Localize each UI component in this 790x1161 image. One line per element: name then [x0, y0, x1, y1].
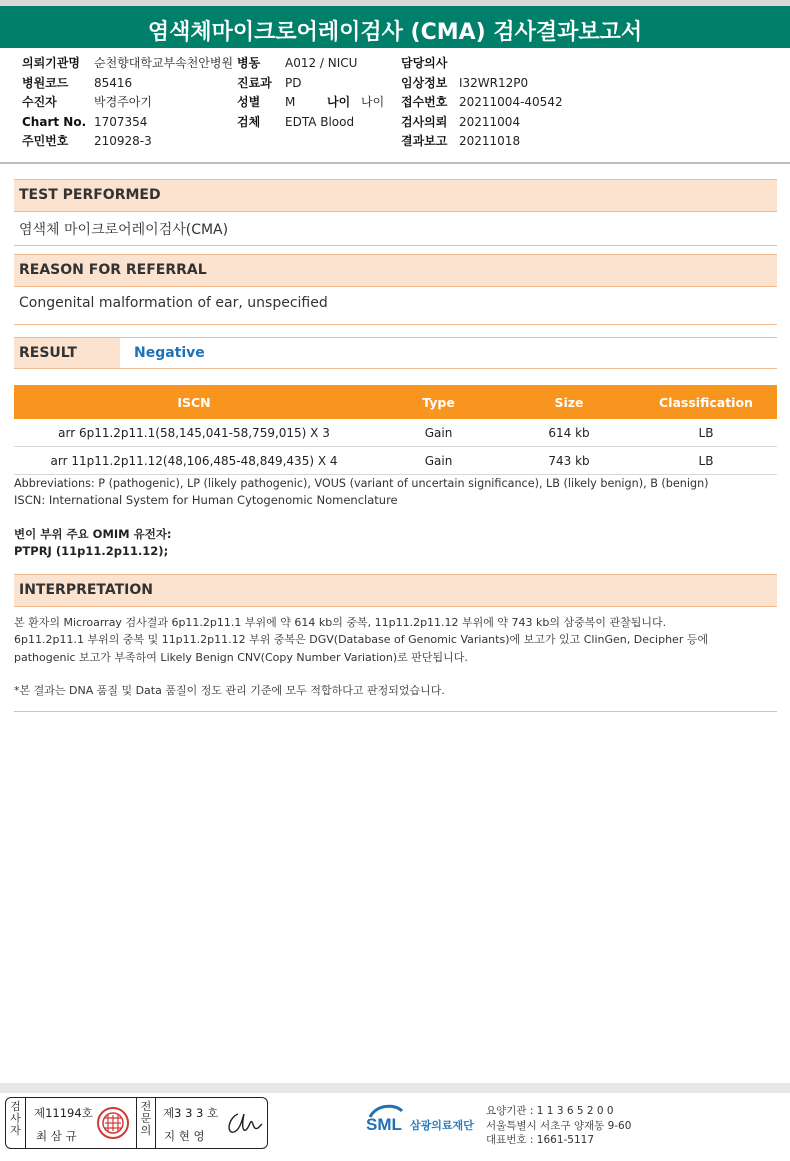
info-value: 210928-3	[94, 134, 152, 148]
info-value: PD	[285, 75, 302, 90]
interpretation-line-3: pathogenic 보고가 부족하여 Likely Benign CNV(Copy Number Variation)로 판단됩니다.	[14, 651, 468, 664]
col-header-iscn: ISCN	[14, 385, 374, 419]
col-header-classification: Classification	[635, 385, 777, 419]
info-label: 담당의사	[401, 56, 448, 70]
info-label: 병원코드	[22, 75, 69, 90]
omim-genes: PTPRJ (11p11.2p11.12);	[14, 544, 169, 558]
info-label: 주민번호	[22, 134, 69, 148]
abbreviations-note: Abbreviations: P (pathogenic), LP (likely pathogenic), VOUS (variant of uncertain significance), LB (likely benign), B (benign)	[14, 477, 709, 490]
specialist-label: 전문의	[136, 1098, 156, 1148]
cell-size: 614 kb	[503, 419, 635, 447]
signature-box	[5, 1097, 268, 1149]
referral-value: Congenital malformation of ear, unspecified	[19, 295, 328, 311]
info-label: 수진자	[22, 95, 57, 109]
info-value: 85416	[94, 75, 133, 90]
info-label: 병동	[237, 56, 261, 70]
result-value: Negative	[134, 345, 205, 361]
info-value: 1707354	[94, 114, 148, 129]
interpretation-header: INTERPRETATION	[14, 574, 777, 607]
interpretation-note: *본 결과는 DNA 품질 및 Data 품질이 정도 관리 기준에 모두 적합하다고 판정되었습니다.	[14, 684, 445, 697]
examiner-label: 검사자	[6, 1098, 26, 1148]
cell-type: Gain	[374, 447, 503, 475]
divider	[14, 711, 777, 712]
info-label: 결과보고	[401, 134, 448, 148]
info-label: 검사의뢰	[401, 114, 448, 129]
info-label: 검체	[237, 114, 261, 129]
info-col-1	[22, 54, 233, 152]
results-table	[14, 385, 777, 475]
logo-text: SML	[366, 1115, 402, 1134]
info-col-3	[401, 54, 563, 152]
info-value: EDTA Blood	[285, 114, 355, 129]
table-row	[14, 447, 777, 475]
interpretation-line-2: 6p11.2p11.1 부위의 중복 및 11p11.2p11.12 부위 중복은 DGV(Database of Genomic Variants)에 보고가 있고 ClinGen, Decipher 등에	[14, 633, 709, 646]
info-label: 성별	[237, 95, 261, 109]
header-divider	[0, 162, 790, 164]
cell-size: 743 kb	[503, 447, 635, 475]
test-performed-header: TEST PERFORMED	[14, 179, 777, 212]
info-value: 박경주아기	[94, 95, 152, 109]
report-title: 염색체마이크로어레이검사 (CMA) 검사결과보고서	[0, 0, 790, 48]
table-header-row	[14, 385, 777, 419]
age-label: 나이	[327, 95, 351, 109]
info-label: 의뢰기관명	[22, 56, 80, 70]
foundation-name: 삼광의료재단	[410, 1119, 474, 1132]
omim-title: 변이 부위 주요 OMIM 유전자:	[14, 527, 172, 541]
contact-info	[486, 1104, 631, 1148]
info-value: 20211018	[459, 134, 521, 148]
result-label: RESULT	[14, 338, 120, 368]
info-value: 20211004	[459, 114, 521, 129]
age-value: 나이	[361, 95, 385, 109]
info-value: A012 / NICU	[285, 56, 358, 70]
info-label: 임상정보	[401, 75, 448, 90]
result-row	[14, 337, 777, 369]
specialist-number: 제3 3 3 호	[163, 1106, 219, 1120]
iscn-note: ISCN: International System for Human Cytogenomic Nomenclature	[14, 493, 398, 507]
interpretation-line-1: 본 환자의 Microarray 검사결과 6p11.2p11.1 부위에 약 614 kb의 중복, 11p11.2p11.12 부위에 약 743 kb의 삼중복이 관찰됩니다.	[14, 616, 667, 629]
phone-number: 대표번호 : 1661-5117	[486, 1134, 595, 1146]
info-label: 접수번호	[401, 95, 448, 109]
col-header-type: Type	[374, 385, 503, 419]
signature-icon	[224, 1108, 264, 1144]
footer-divider	[0, 1083, 790, 1093]
cell-type: Gain	[374, 419, 503, 447]
info-value: I32WR12P0	[459, 75, 529, 90]
info-label: Chart No.	[22, 114, 87, 129]
examiner-name: 최 삼 규	[36, 1129, 77, 1143]
info-col-2	[237, 54, 384, 132]
cell-classification: LB	[635, 419, 777, 447]
test-performed-value: 염색체 마이크로어레이검사(CMA)	[19, 222, 229, 238]
referral-header: REASON FOR REFERRAL	[14, 254, 777, 287]
cell-classification: LB	[635, 447, 777, 475]
info-value: 20211004-40542	[459, 95, 563, 109]
examiner-number: 제11194호	[34, 1106, 93, 1120]
info-value: 순천향대학교부속천안병원	[94, 56, 234, 70]
address: 서울특별시 서초구 양재동 9-60	[486, 1119, 632, 1132]
divider	[14, 245, 777, 246]
institution-code: 요양기관 : 1 1 3 6 5 2 0 0	[486, 1105, 614, 1117]
info-label: 진료과	[237, 75, 272, 90]
specialist-name: 지 현 영	[164, 1129, 205, 1143]
divider	[14, 324, 777, 325]
table-row	[14, 419, 777, 447]
seal-icon	[96, 1106, 130, 1140]
info-value: M	[285, 95, 296, 109]
col-header-size: Size	[503, 385, 635, 419]
cell-iscn: arr 11p11.2p11.12(48,106,485-48,849,435) X 4	[14, 447, 374, 475]
cell-iscn: arr 6p11.2p11.1(58,145,041-58,759,015) X 3	[14, 419, 374, 447]
